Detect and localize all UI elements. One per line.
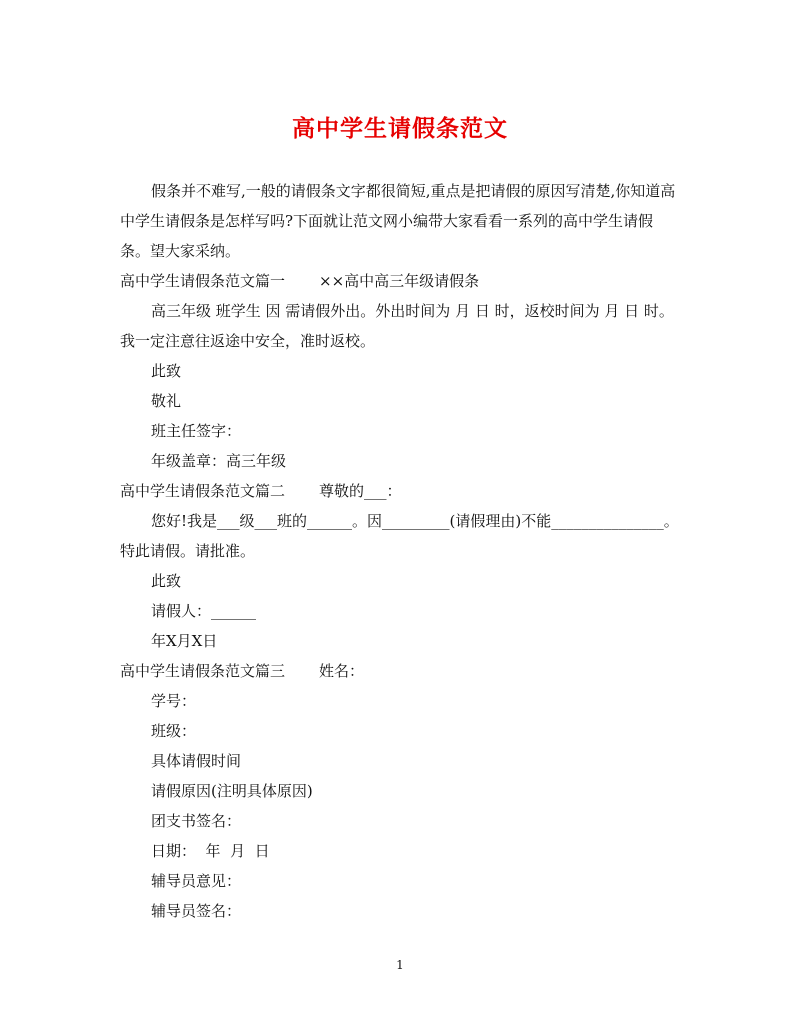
sample2-heading-line: [120, 476, 680, 506]
sample3-heading-line: [120, 656, 680, 686]
sample3-name: 姓名：: [319, 662, 365, 680]
sample1-heading-line: [120, 266, 680, 296]
sample2-applicant: 请假人：______: [151, 602, 257, 620]
document-body: [120, 176, 680, 926]
sample1-signature: 班主任签字：: [151, 422, 242, 440]
sample3-field: 辅导员签名：: [151, 902, 242, 920]
sample1-closing1: 此致: [151, 362, 182, 380]
sample1-closing2: 敬礼: [151, 392, 182, 410]
sample2-body: 您好!我是___级___班的______。因_________(请假理由)不能_______________。特此请假。请批准。: [120, 512, 679, 560]
sample3-field: 团支书签名：: [151, 812, 242, 830]
intro-paragraph: 假条并不难写,一般的请假条文字都很简短,重点是把请假的原因写清楚,你知道高中学生请假条是怎样写吗?下面就让范文网小编带大家看看一系列的高中学生请假条。望大家采纳。: [120, 182, 676, 260]
sample1-stamp: 年级盖章：高三年级: [151, 452, 287, 470]
sample2-closing: 此致: [151, 572, 182, 590]
sample3-field: 辅导员意见：: [151, 872, 242, 890]
sample2-date: 年X月X日: [151, 632, 218, 650]
sample3-field: 学号：: [151, 692, 197, 710]
sample3-field: 班级：: [151, 722, 197, 740]
sample1-body: 高三年级 班学生 因 需请假外出。外出时间为 月 日 时，返校时间为 月 日 时。我一定注意往返途中安全，准时返校。: [120, 302, 674, 350]
sample2-salutation: 尊敬的___：: [319, 482, 402, 500]
sample1-subtitle: ××高中高三年级请假条: [319, 272, 480, 290]
sample1-heading: 高中学生请假条范文篇一: [120, 272, 286, 290]
page-number: 1: [396, 958, 404, 972]
document-title: 高中学生请假条范文: [292, 115, 508, 142]
sample3-heading: 高中学生请假条范文篇三: [120, 662, 286, 680]
sample2-heading: 高中学生请假条范文篇二: [120, 482, 286, 500]
sample3-field: 请假原因(注明具体原因): [151, 782, 313, 800]
sample3-field: 日期： 年 月 日: [151, 842, 270, 860]
sample3-field: 具体请假时间: [151, 752, 242, 770]
